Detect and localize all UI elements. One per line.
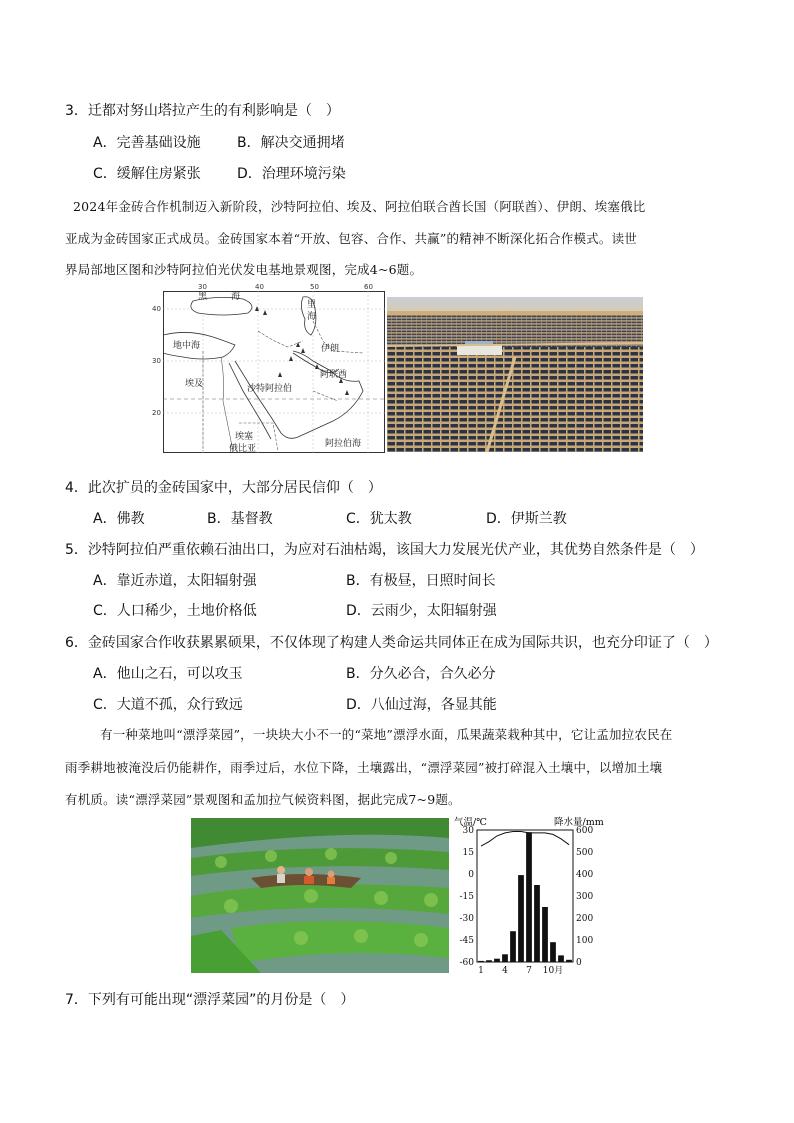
precipitation-bar xyxy=(558,955,564,962)
q5-option-d: D．云雨少，太阳辐射强 xyxy=(346,603,497,619)
q6-stem: 6．金砖国家合作收获累累硕果，不仅体现了构建人类命运共同体正在成为国际共识，也充分印证了（ ） xyxy=(65,635,718,651)
q3-option-d: D．治理环境污染 xyxy=(237,166,346,182)
middle-east-map xyxy=(163,291,385,453)
map-lat-tick: 20 xyxy=(152,409,161,417)
precipitation-bar xyxy=(550,942,556,962)
temperature-tick-label: -30 xyxy=(459,914,474,924)
q7-stem: 7．下列有可能出现“漂浮菜园”的月份是（ ） xyxy=(65,992,355,1008)
map-lon-tick: 50 xyxy=(310,283,319,291)
temperature-axis-title: 气温/℃ xyxy=(454,817,487,828)
precipitation-bar xyxy=(502,954,508,962)
map-lon-tick: 30 xyxy=(198,283,207,291)
temperature-tick-label: 30 xyxy=(462,826,474,836)
map-label-black-sea-1: 黑 xyxy=(198,292,208,302)
temperature-tick-label: -60 xyxy=(459,958,474,968)
month-tick-label: 4 xyxy=(502,966,508,976)
precipitation-bar xyxy=(566,960,572,962)
passage2-line1: 有一种菜地叫“漂浮菜园”，一块块大小不一的“菜地”漂浮水面，瓜果蔬菜栽种其中，它让孟加拉农民在 xyxy=(100,727,673,742)
map-lon-tick: 60 xyxy=(364,283,373,291)
q5-option-b: B．有极昼，日照时间长 xyxy=(346,573,496,589)
map-label-caspian-2: 海 xyxy=(307,312,317,322)
solar-farm-photo xyxy=(387,297,643,452)
precipitation-tick-label: 300 xyxy=(576,892,594,902)
passage1-line2: 亚成为金砖国家正式成员。金砖国家本着“开放、包容、合作、共赢”的精神不断深化拓合作模式。读世 xyxy=(65,231,637,246)
month-tick-label: 10月 xyxy=(542,966,564,976)
q4-option-a: A．佛教 xyxy=(93,511,145,527)
q4-option-b: B．基督教 xyxy=(207,511,273,527)
q6-option-a: A．他山之石，可以攻玉 xyxy=(93,666,243,682)
map-drawing xyxy=(163,291,385,453)
map-label-black-sea-2: 海 xyxy=(231,292,241,302)
q3-option-c: C．缓解住房紧张 xyxy=(93,166,201,182)
temperature-tick-label: 15 xyxy=(462,848,474,858)
temperature-tick-label: -45 xyxy=(459,936,474,946)
q4-stem: 4．此次扩员的金砖国家中，大部分居民信仰（ ） xyxy=(65,480,382,496)
climate-chart xyxy=(452,814,612,979)
map-label-mediterranean: 地中海 xyxy=(173,341,201,351)
q4-option-c: C．犹太教 xyxy=(346,511,412,527)
temperature-tick-label: -15 xyxy=(459,892,474,902)
q6-option-b: B．分久必合，合久必分 xyxy=(346,666,496,682)
month-tick-label: 1 xyxy=(478,966,484,976)
temperature-tick-label: 0 xyxy=(468,870,474,880)
q6-option-d: D．八仙过海，各显其能 xyxy=(346,697,497,713)
floating-garden-drawing xyxy=(191,818,449,973)
precipitation-tick-label: 0 xyxy=(576,958,582,968)
q3-option-b: B．解决交通拥堵 xyxy=(237,135,345,151)
precipitation-bar xyxy=(478,961,484,962)
map-lon-tick: 40 xyxy=(255,283,264,291)
precipitation-bar xyxy=(518,875,524,962)
precipitation-tick-label: 100 xyxy=(576,936,594,946)
precipitation-axis-title: 降水量/mm xyxy=(554,817,604,828)
map-label-caspian-1: 里 xyxy=(307,300,317,310)
chart-frame xyxy=(477,830,573,962)
precipitation-tick-label: 600 xyxy=(576,826,594,836)
map-label-saudi-arabia: 沙特阿拉伯 xyxy=(247,384,293,394)
precipitation-bar xyxy=(510,931,516,962)
precipitation-bar xyxy=(526,832,532,962)
map-label-ethiopia-2: 俄比亚 xyxy=(229,444,257,454)
precipitation-bar xyxy=(534,885,540,962)
passage1-line3: 界局部地区图和沙特阿拉伯光伏发电基地景观图，完成4~6题。 xyxy=(65,262,423,277)
precipitation-bar xyxy=(486,960,492,962)
solar-farm-drawing xyxy=(387,297,643,452)
map-label-ethiopia-1: 埃塞 xyxy=(235,432,254,442)
q5-stem: 5．沙特阿拉伯严重依赖石油出口，为应对石油枯竭，该国大力发展光伏产业，其优势自然条件是（ ） xyxy=(65,542,704,558)
precipitation-bar xyxy=(494,959,500,962)
passage2-line2: 雨季耕地被淹没后仍能耕作，雨季过后，水位下降，土壤露出，“漂浮菜园”被打碎混入土壤中，以增加土壤 xyxy=(65,760,663,775)
q5-option-a: A．靠近赤道，太阳辐射强 xyxy=(93,573,257,589)
map-lat-tick: 40 xyxy=(152,305,161,313)
precipitation-tick-label: 500 xyxy=(576,848,594,858)
map-label-egypt: 埃及 xyxy=(185,379,204,389)
q4-option-d: D．伊斯兰教 xyxy=(486,511,567,527)
month-tick-label: 7 xyxy=(526,966,532,976)
passage2-line3: 有机质。读“漂浮菜园”景观图和孟加拉气候资料图，据此完成7~9题。 xyxy=(65,792,461,807)
q3-option-a: A．完善基础设施 xyxy=(93,135,201,151)
passage1-line1: 2024年金砖合作机制迈入新阶段，沙特阿拉伯、埃及、阿拉伯联合酋长国（阿联酋）、伊朗、埃塞俄比 xyxy=(73,199,646,214)
precipitation-tick-label: 200 xyxy=(576,914,594,924)
q3-stem: 3．迁都对努山塔拉产生的有利影响是（ ） xyxy=(65,103,340,119)
map-label-iran: 伊朗 xyxy=(321,344,340,354)
temperature-line xyxy=(481,832,569,847)
map-lat-tick: 30 xyxy=(152,357,161,365)
floating-garden-photo xyxy=(191,818,449,973)
map-label-uae: 阿联酋 xyxy=(320,370,348,380)
map-label-arabian-sea: 阿拉伯海 xyxy=(325,439,362,449)
precipitation-bar xyxy=(542,907,548,962)
q6-option-c: C．大道不孤，众行致远 xyxy=(93,697,243,713)
precipitation-tick-label: 400 xyxy=(576,870,594,880)
q5-option-c: C．人口稀少，土地价格低 xyxy=(93,603,257,619)
